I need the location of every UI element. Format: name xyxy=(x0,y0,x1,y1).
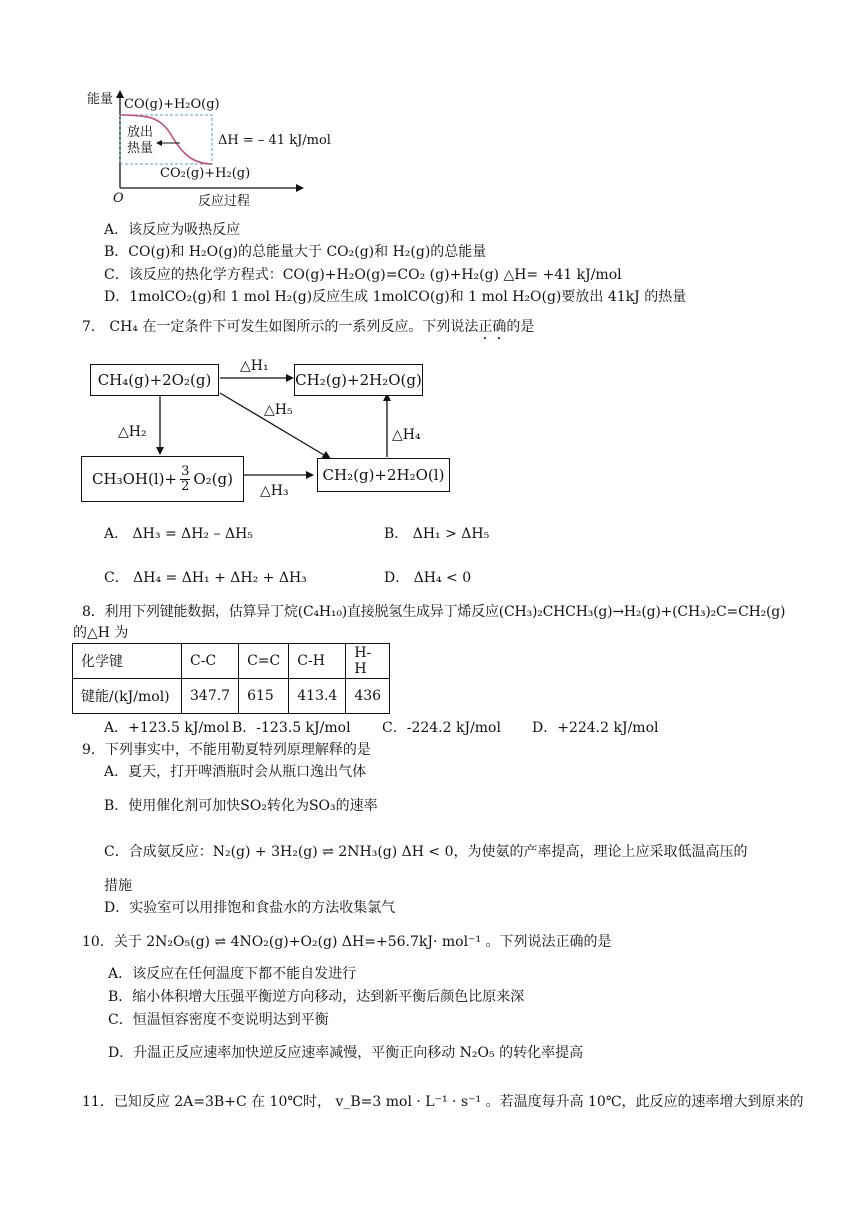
q8-option-c: C．-224.2 kJ/mol xyxy=(382,720,501,736)
origin-label: O xyxy=(113,191,124,206)
reactants-label: CO(g)+H₂O(g) xyxy=(124,97,220,112)
x-axis-label: 反应过程 xyxy=(198,194,251,209)
q7-dh5: △H₅ xyxy=(264,402,293,418)
q9-option-b: B．使用催化剂可加快SO₂转化为SO₃的速率 xyxy=(104,798,378,814)
q7-option-a: A． ΔH₃ = ΔH₂ – ΔH₅ xyxy=(104,526,253,542)
q10-option-d: D．升温正反应速率加快逆反应速率减慢，平衡正向移动 N₂O₅ 的转化率提高 xyxy=(108,1045,584,1061)
table-row xyxy=(73,679,390,714)
q7-number: 7． xyxy=(82,319,105,335)
q7-stem xyxy=(82,318,534,343)
table-header-cell: H-H xyxy=(346,644,390,679)
q7-option-d: D． ΔH₄ < 0 xyxy=(384,570,472,586)
q7-option-c: C． ΔH₄ = ΔH₁ + ΔH₂ + ΔH₃ xyxy=(104,570,307,586)
q7-box-reactants: CH₄(g)+2O₂(g) xyxy=(90,364,219,396)
table-header-cell: C=C xyxy=(239,644,289,679)
q7-box-methanol xyxy=(81,456,244,502)
q7-dh1: △H₁ xyxy=(240,358,269,374)
q7-fraction-num: 3 xyxy=(181,463,190,479)
q7-box-ch2-gas-water: CH₂(g)+2H₂O(g) xyxy=(294,364,423,396)
table-cell: 436 xyxy=(346,679,390,714)
q7-option-b: B． ΔH₁ > ΔH₅ xyxy=(384,526,490,542)
q7-box-methanol-suffix: O₂(g) xyxy=(193,470,233,488)
q6-option-c: C．该反应的热化学方程式：CO(g)+H₂O(g)=CO₂ (g)+H₂(g) △H= +41 kJ/mol xyxy=(104,267,622,283)
heat-label-2: 热量 xyxy=(127,141,154,156)
table-cell: 413.4 xyxy=(289,679,346,714)
q7-box-ch2-liquid-water: CH₂(g)+2H₂O(l) xyxy=(317,458,450,492)
q7-dh3: △H₃ xyxy=(260,483,289,499)
q7-stem-suffix: 的是 xyxy=(506,319,535,335)
table-cell: 615 xyxy=(239,679,289,714)
q9-option-c-line2: 措施 xyxy=(104,878,132,894)
q6-option-b: B．CO(g)和 H₂O(g)的总能量大于 CO₂(g)和 H₂(g)的总能量 xyxy=(104,244,487,260)
q7-stem-prefix: CH₄ 在一定条件下可发生如图所示的一系列反应。下列说法 xyxy=(109,319,479,335)
q10-option-a: A．该反应在任何温度下都不能自发进行 xyxy=(108,966,357,982)
q8-option-a: A．+123.5 kJ/mol xyxy=(104,720,230,736)
bond-energy-table xyxy=(72,643,390,714)
y-axis-label: 能量 xyxy=(87,92,114,107)
q7-dh2: △H₂ xyxy=(118,424,147,440)
q8-option-d: D．+224.2 kJ/mol xyxy=(532,720,659,736)
q9-option-c-line1: C．合成氨反应：N₂(g) + 3H₂(g) ⇌ 2NH₃(g) ΔH < 0，为使氨的产率提高，理论上应采取低温高压的 xyxy=(104,844,748,860)
table-header-cell: 化学键 xyxy=(73,644,182,679)
q11-stem: 11．已知反应 2A=3B+C 在 10℃时， v_B=3 mol · L⁻¹ · s⁻¹ 。若温度每升高 10℃，此反应的速率增大到原来的 xyxy=(82,1094,804,1110)
q10-option-c: C．恒温恒容密度不变说明达到平衡 xyxy=(108,1012,329,1028)
q6-option-d: D．1molCO₂(g)和 1 mol H₂(g)反应生成 1molCO(g)和 1 mol H₂O(g)要放出 41kJ 的热量 xyxy=(104,289,687,305)
q8-stem-line1: 8．利用下列键能数据，估算异丁烷(C₄H₁₀)直接脱氢生成异丁烯反应(CH₃)₂CHCH₃(g)→H₂(g)+(CH₃)₂C=CH₂(g) xyxy=(82,604,786,620)
q7-box-methanol-prefix: CH₃OH(l)+ xyxy=(92,470,178,488)
q10-option-b: B．缩小体积增大压强平衡逆方向移动，达到新平衡后颜色比原来深 xyxy=(108,989,525,1005)
q8-stem-line2: 的△H 为 xyxy=(73,625,129,641)
table-cell: 347.7 xyxy=(182,679,239,714)
q9-option-d: D．实验室可以用排饱和食盐水的方法收集氯气 xyxy=(104,900,396,916)
q7-fraction-den: 2 xyxy=(181,478,190,494)
q7-fraction xyxy=(180,465,190,494)
q8-option-b: B．-123.5 kJ/mol xyxy=(232,720,351,736)
delta-h-label: ΔH = – 41 kJ/mol xyxy=(218,133,331,148)
products-label: CO₂(g)+H₂(g) xyxy=(160,166,251,181)
q9-option-a: A．夏天，打开啤酒瓶时会从瓶口逸出气体 xyxy=(104,764,367,780)
q6-option-a: A．该反应为吸热反应 xyxy=(104,222,241,238)
table-header-cell: C-H xyxy=(289,644,346,679)
heat-label-1: 放出 xyxy=(127,125,154,140)
table-header-row xyxy=(73,644,390,679)
q9-stem: 9．下列事实中，不能用勒夏特列原理解释的是 xyxy=(82,742,371,758)
q10-stem: 10．关于 2N₂O₅(g) ⇌ 4NO₂(g)+O₂(g) ΔH=+56.7kJ· mol⁻¹ 。下列说法正确的是 xyxy=(82,934,612,950)
table-cell: 键能/(kJ/mol) xyxy=(73,679,182,714)
q7-stem-emph: 正确 xyxy=(478,319,507,335)
table-header-cell: C-C xyxy=(182,644,239,679)
q7-dh4: △H₄ xyxy=(392,427,421,443)
